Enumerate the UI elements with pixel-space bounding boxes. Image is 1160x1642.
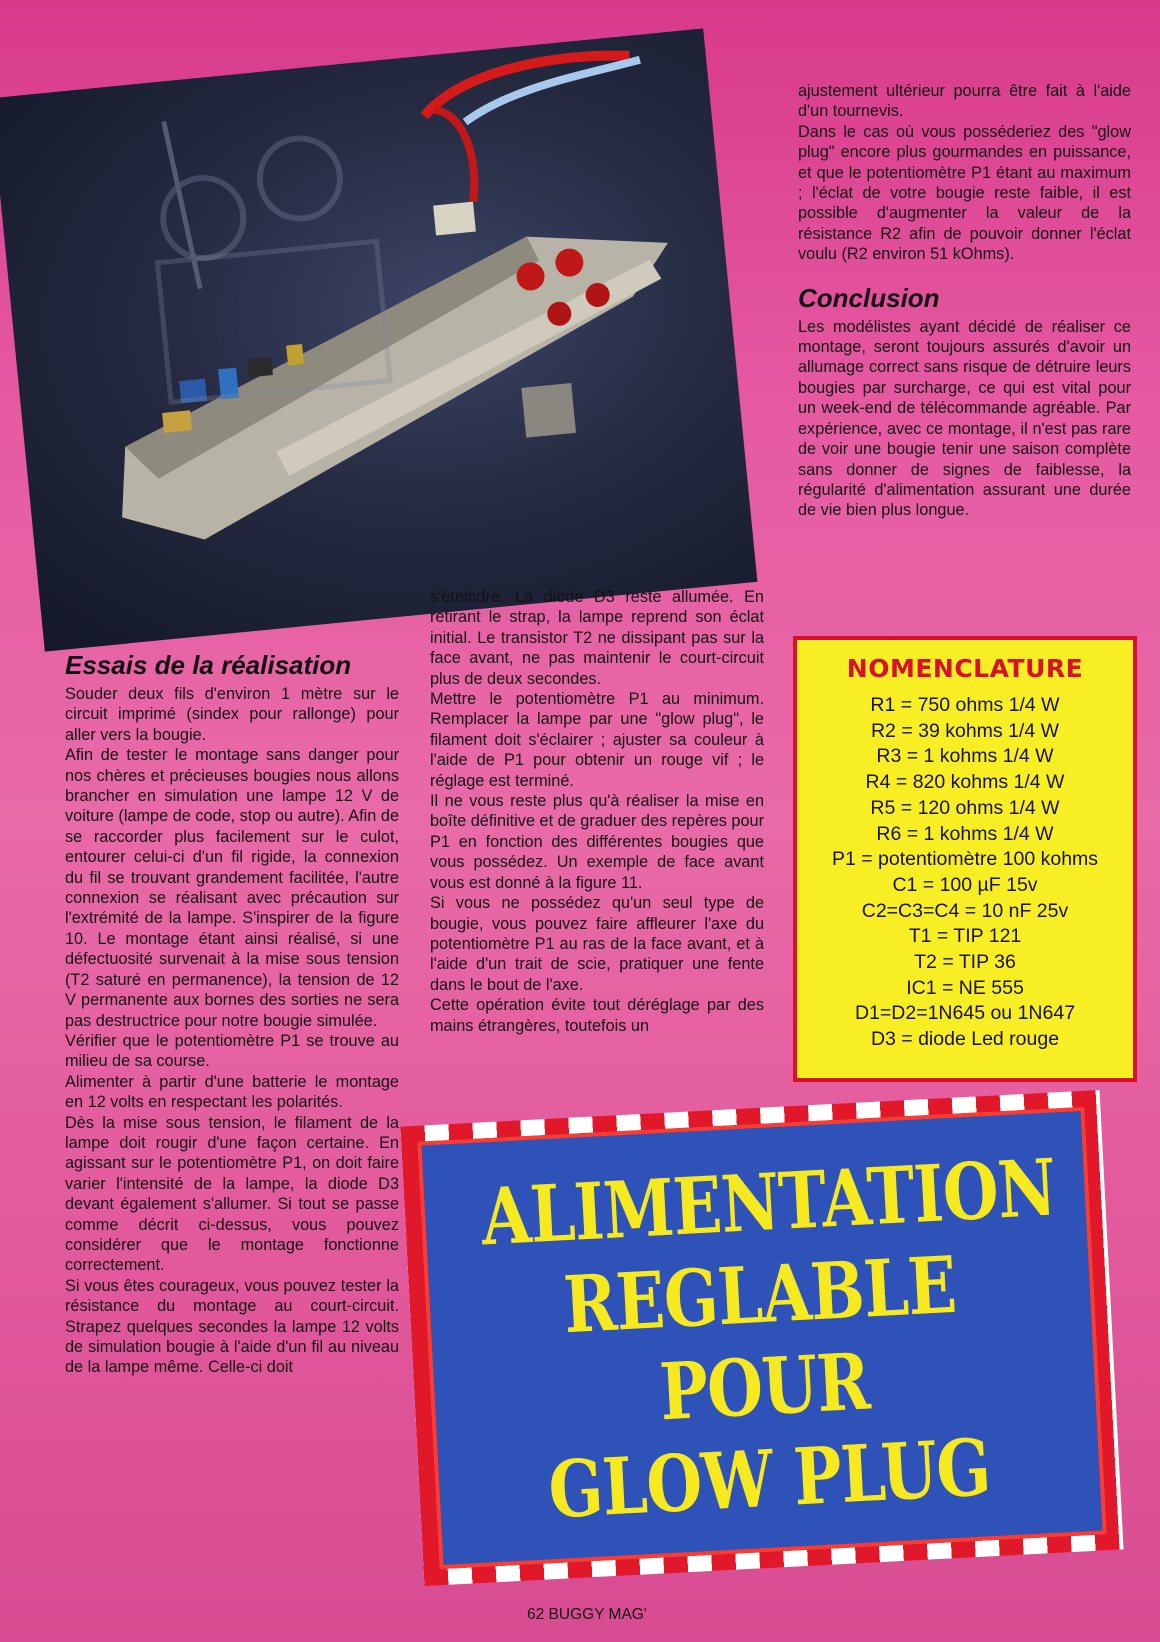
circuit-board-illustration bbox=[0, 28, 757, 651]
section-heading-essais: Essais de la réalisation bbox=[65, 650, 352, 680]
paragraph: Si vous êtes courageux, vous pouvez tester la résistance du montage au court-circuit. Strapez quelques secondes la lampe 12 volts de simulation bougie à l'aide d'un fil au niveau de la lampe même. Celle-ci doit bbox=[65, 1276, 399, 1377]
component-item: R3 = 1 kohms 1/4 W bbox=[876, 745, 1054, 768]
title-line: GLOW PLUG bbox=[546, 1422, 993, 1537]
component-item: R5 = 120 ohms 1/4 W bbox=[870, 796, 1060, 819]
paragraph: Afin de tester le montage sans danger pour nos chères et précieuses bougies nous allons brancher en simulation une lampe 12 V de voiture (lampe de code, stop ou autre). Afin de se raccorder plus facilement sur le culot, entourer celui-ci d'un fil rigide, la connexion du fil se trouvant grandement facilitée, l'autre connexion se réalisant avec précaution sur l'extrémité de la lampe. S'inspirer de la figure 10. Le montage étant ainsi réalisé, si une défectuosité survenait à la mise sous tension (T2 saturé en permanence), la tension de 12 V permanente aux bornes des sorties ne sera pas destructrice pour notre bougie simulée. bbox=[65, 746, 399, 1030]
paragraph: ajustement ultérieur pourra être fait à l'aide d'un tournevis. bbox=[798, 82, 1131, 121]
circuit-photo bbox=[0, 28, 757, 651]
component-item: R1 = 750 ohms 1/4 W bbox=[870, 694, 1060, 716]
paragraph: Mettre le potentiomètre P1 au minimum. Remplacer la lampe par une "glow plug", le filament doit s'éclairer ; ajuster sa couleur à l'aide de P1 pour obtenir un rouge vif ; le réglage est terminé. bbox=[430, 690, 764, 790]
banner-panel bbox=[417, 1107, 1106, 1569]
component-item: T2 = TIP 36 bbox=[914, 951, 1016, 974]
component-item: R4 = 820 kohms 1/4 W bbox=[865, 771, 1065, 794]
component-item: D1=D2=1N645 ou 1N647 bbox=[854, 1002, 1076, 1025]
article-column-3 bbox=[798, 81, 1131, 521]
nomenclature-title: NOMENCLATURE bbox=[846, 654, 1084, 683]
title-line: ALIMENTATION bbox=[479, 1142, 1058, 1264]
component-item: R2 = 39 kohms 1/4 W bbox=[870, 719, 1060, 742]
component-list bbox=[797, 693, 1133, 1053]
paragraph: Dès la mise sous tension, le filament de la lampe doit rougir d'une façon certaine. En agissant sur le potentiomètre P1, on doit faire varier l'intensité de la lampe, la diode D3 devant également s'allumer. Si tout se passe comme décrit ci-dessus, vous pouvez considérer que le montage fonctionne correctement. bbox=[65, 1113, 399, 1275]
nomenclature-box bbox=[793, 636, 1137, 1082]
component-item: R6 = 1 kohms 1/4 W bbox=[876, 822, 1054, 845]
paragraph: Cette opération évite tout déréglage par des mains étrangères, toutefois un bbox=[430, 996, 764, 1035]
component-item: C2=C3=C4 = 10 nF 25v bbox=[861, 899, 1069, 922]
component-item: C1 = 100 µF 15v bbox=[892, 873, 1038, 896]
section-heading-conclusion: Conclusion bbox=[798, 282, 940, 313]
title-line: REGLABLE POUR bbox=[561, 1239, 959, 1439]
component-item: P1 = potentiomètre 100 kohms bbox=[831, 848, 1099, 871]
article-title bbox=[479, 1142, 1058, 1540]
article-column-2 bbox=[430, 587, 764, 1036]
page-footer: 62 BUGGY MAG' bbox=[527, 1606, 647, 1623]
paragraph: Si vous ne possédez qu'un seul type de bougie, vous pouvez faire affleurer l'axe du potentiomètre P1 au ras de la face avant, et à l'aide d'un trait de scie, pratiquer une fente dans le bout de l'axe. bbox=[430, 894, 764, 994]
component-item: T1 = TIP 121 bbox=[908, 925, 1022, 948]
component-item: D3 = diode Led rouge bbox=[870, 1028, 1060, 1051]
paragraph: s'éteindre. La diode D3 reste allumée. En retirant le strap, la lampe reprend son éclat initial. Le transistor T2 ne dissipant pas sur la face avant, ne pas maintenir le court-circuit plus de deux secondes. bbox=[430, 588, 764, 688]
component-item: IC1 = NE 555 bbox=[906, 976, 1024, 999]
article-column-1 bbox=[65, 650, 399, 1378]
paragraph: Dans le cas où vous posséderiez des "glow plug" encore plus gourmandes en puissance, et que le potentiomètre P1 étant au maximum ; l'éclat de votre bougie reste faible, il est possible d'augmenter la valeur de la résistance R2 afin de pouvoir donner l'éclat voulu (R2 environ 51 kOhms). bbox=[798, 122, 1131, 264]
paragraph: Souder deux fils d'environ 1 mètre sur le circuit imprimé (sindex pour rallonge) pour aller vers la bougie. bbox=[65, 685, 399, 744]
title-banner bbox=[400, 1090, 1123, 1586]
paragraph: Vérifier que le potentiomètre P1 se trouve au milieu de sa course. bbox=[65, 1031, 399, 1071]
paragraph: Les modélistes ayant décidé de réaliser ce montage, seront toujours assurés d'avoir un allumage correct sans risque de détruire leurs bougies par surcharge, ce qui est vital pour un week-end de télécommande agréable. Par expérience, avec ce montage, il n'est pas rare de voir une bougie tenir une saison complète sans donner de signes de faiblesse, la régularité d'alimentation assurant une durée de vie bien plus longue. bbox=[798, 317, 1131, 520]
paragraph: Alimenter à partir d'une batterie le montage en 12 volts en respectant les polarités. bbox=[65, 1072, 399, 1112]
paragraph: Il ne vous reste plus qu'à réaliser la mise en boîte définitive et de graduer des repères pour P1 en fonction des différentes bougies que vous possédez. Un exemple de face avant vous est donné à la figure 11. bbox=[430, 792, 764, 892]
